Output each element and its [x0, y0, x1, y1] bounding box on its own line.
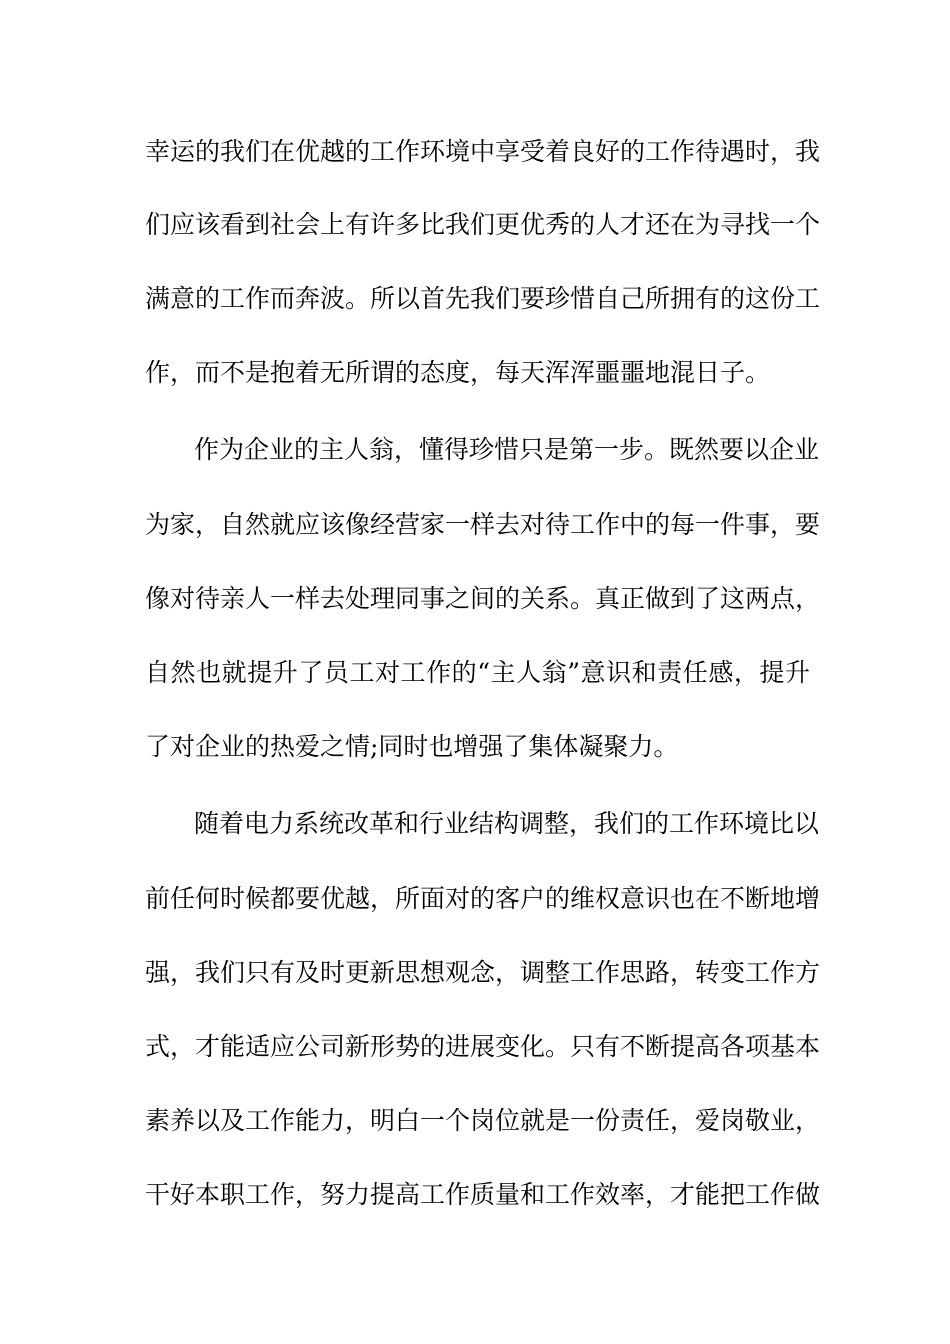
text-line: 像对待亲人一样去处理同事之间的关系。真正做到了这两点， — [145, 584, 821, 613]
text-line: 强，我们只有及时更新思想观念，调整工作思路，转变工作方 — [145, 958, 821, 987]
text-line: 式，才能适应公司新形势的进展变化。只有不断提高各项基本 — [145, 1032, 821, 1061]
text-line: 们应该看到社会上有许多比我们更优秀的人才还在为寻找一个 — [145, 210, 821, 239]
text-line: 素养以及工作能力，明白一个岗位就是一份责任，爱岗敬业， — [145, 1106, 821, 1135]
text-line: 了对企业的热爱之情;同时也增强了集体凝聚力。 — [145, 732, 679, 761]
text-line: 为家，自然就应该像经营家一样去对待工作中的每一件事，要 — [145, 510, 821, 539]
text-line: 随着电力系统改革和行业结构调整，我们的工作环境比以 — [194, 809, 820, 838]
text-line: 干好本职工作，努力提高工作质量和工作效率，才能把工作做 — [145, 1180, 821, 1209]
text-line: 幸运的我们在优越的工作环境中享受着良好的工作待遇时，我 — [145, 137, 821, 166]
text-line: 作为企业的主人翁，懂得珍惜只是第一步。既然要以企业 — [194, 435, 820, 464]
text-line: 满意的工作而奔波。所以首先我们要珍惜自己所拥有的这份工 — [145, 284, 821, 313]
text-line: 前任何时候都要优越，所面对的客户的维权意识也在不断地增 — [145, 884, 821, 913]
text-line: 作，而不是抱着无所谓的态度，每天浑浑噩噩地混日子。 — [145, 358, 771, 387]
text-line: 自然也就提升了员工对工作的“主人翁”意识和责任感，提升 — [145, 658, 810, 687]
